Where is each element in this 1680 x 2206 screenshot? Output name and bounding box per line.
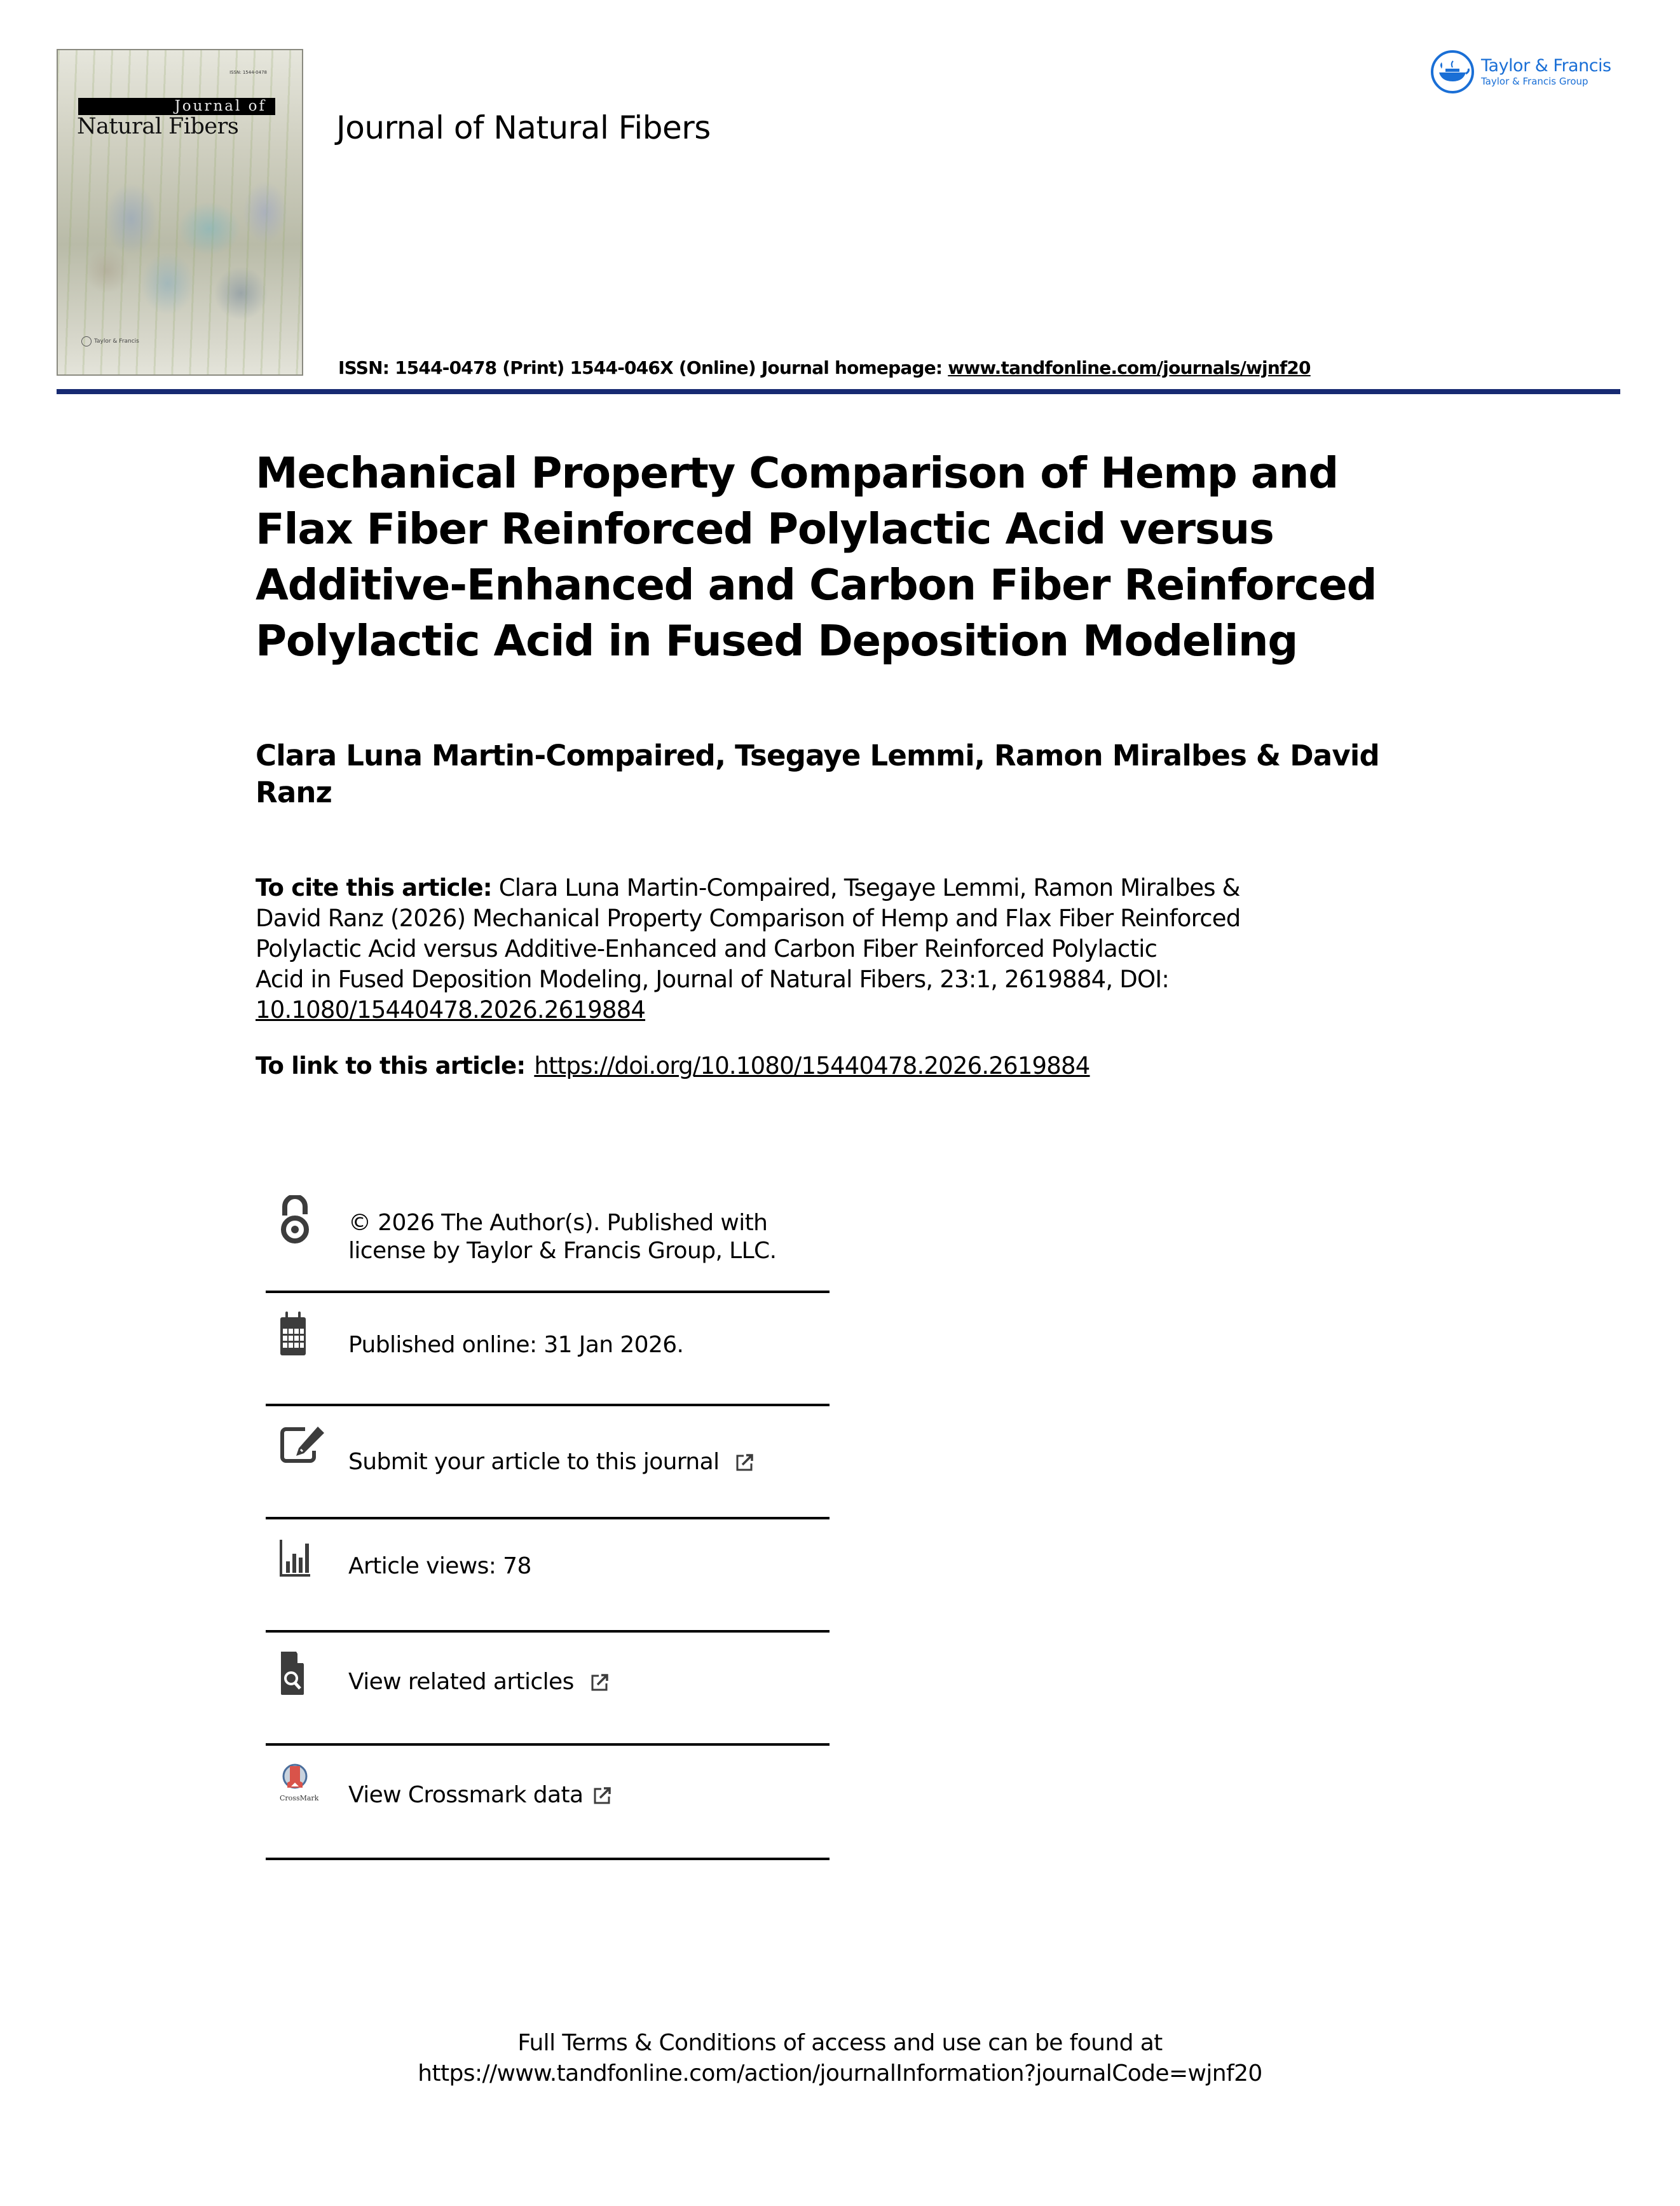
citation-block: To cite this article: Clara Luna Martin-Compaired, Tsegaye Lemmi, Ramon Miralbes & David Ranz (2026) Mechanical Property Comparison of Hemp and Flax Fiber Reinforced Polylactic Acid versus Additive-Enhanced and Carbon Fiber Reinforced Polylactic Acid in Fused Deposition Modeling, Journal of Natural Fibers, 23:1, 2619884, DOI: 10.1080/15440478.2026.2619884 bbox=[256, 874, 1241, 1024]
open-access-icon bbox=[280, 1195, 310, 1245]
terms-url[interactable]: https://www.tandfonline.com/action/journalInformation?journalCode=wjnf20 bbox=[418, 2060, 1262, 2086]
terms-text: Full Terms & Conditions of access and use can be found at bbox=[517, 2030, 1163, 2056]
cover-issn: ISSN: 1544-0478 bbox=[229, 70, 267, 75]
article-doi-link[interactable]: https://doi.org/10.1080/15440478.2026.2619884 bbox=[534, 1052, 1090, 1079]
calendar-icon bbox=[280, 1311, 306, 1357]
article-views-text: Article views: 78 bbox=[348, 1553, 531, 1579]
edit-icon bbox=[280, 1425, 325, 1465]
external-link-icon bbox=[735, 1453, 754, 1472]
journal-title: Journal of Natural Fibers bbox=[336, 109, 711, 146]
citation-label: To cite this article: bbox=[256, 874, 492, 901]
crossmark-link[interactable]: View Crossmark data bbox=[348, 1782, 584, 1808]
published-date-text: Published online: 31 Jan 2026. bbox=[348, 1332, 684, 1358]
header-divider bbox=[57, 389, 1620, 394]
info-item-related[interactable] bbox=[266, 1633, 830, 1746]
cover-title: Natural Fibers bbox=[77, 114, 239, 139]
info-item-views bbox=[266, 1519, 830, 1633]
citation-doi-link[interactable]: 10.1080/15440478.2026.2619884 bbox=[256, 996, 646, 1024]
related-articles-link[interactable]: View related articles bbox=[348, 1669, 574, 1695]
info-item-license bbox=[266, 1182, 830, 1293]
journal-homepage-link[interactable]: www.tandfonline.com/journals/wjnf20 bbox=[948, 357, 1311, 378]
submit-article-link[interactable]: Submit your article to this journal bbox=[348, 1449, 720, 1475]
cover-publisher-logo: Taylor & Francis bbox=[81, 336, 139, 346]
document-search-icon bbox=[280, 1650, 305, 1696]
publisher-logo[interactable] bbox=[1430, 50, 1611, 94]
publisher-group: Taylor & Francis Group bbox=[1481, 76, 1588, 87]
issn-line bbox=[338, 357, 1311, 378]
external-link-icon bbox=[590, 1673, 609, 1692]
article-title: Mechanical Property Comparison of Hemp and Flax Fiber Reinforced Polylactic Acid versus Additive-Enhanced and Carbon Fiber Reinforced Polylactic Acid in Fused Deposition Modeling bbox=[256, 448, 1377, 666]
cover-band-text: Journal of bbox=[78, 98, 275, 115]
license-text: © 2026 The Author(s). Published with license by Taylor & Francis Group, LLC. bbox=[348, 1210, 777, 1264]
journal-cover-image bbox=[57, 49, 303, 376]
link-label: To link to this article: bbox=[256, 1052, 526, 1079]
external-link-icon bbox=[592, 1786, 611, 1805]
article-link-line bbox=[256, 1052, 1090, 1079]
lamp-icon bbox=[81, 336, 92, 346]
lamp-logo-icon bbox=[1430, 50, 1475, 94]
terms-footer bbox=[0, 2028, 1680, 2089]
crossmark-icon: CrossMark bbox=[280, 1764, 310, 1802]
bar-chart-icon bbox=[280, 1538, 311, 1578]
info-item-crossmark[interactable] bbox=[266, 1746, 830, 1860]
article-authors: Clara Luna Martin-Compaired, Tsegaye Lemmi, Ramon Miralbes & David Ranz bbox=[256, 739, 1379, 809]
info-item-published bbox=[266, 1293, 830, 1406]
publisher-name: Taylor & Francis bbox=[1481, 56, 1611, 76]
info-item-submit[interactable] bbox=[266, 1406, 830, 1519]
issn-text: ISSN: 1544-0478 (Print) 1544-046X (Online) Journal homepage: bbox=[338, 357, 948, 378]
article-info-list bbox=[266, 1182, 830, 1860]
